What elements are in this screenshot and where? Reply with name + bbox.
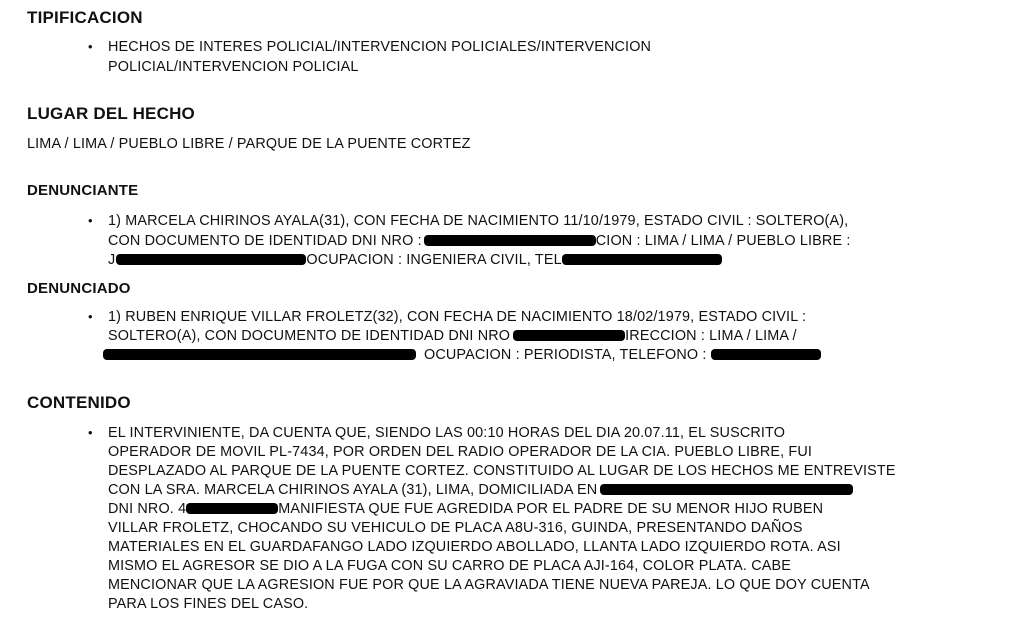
contenido-line-9: MENCIONAR QUE LA AGRESION FUE POR QUE LA AGRAVIADA TIENE NUEVA PAREJA. LO QUE DOY CUENTA xyxy=(108,577,870,593)
section-heading-lugar: LUGAR DEL HECHO xyxy=(27,104,195,123)
denunciado-line-2 xyxy=(108,327,797,345)
denunciante-line-3-end: OCUPACION : INGENIERA CIVIL, TEL xyxy=(306,252,562,268)
tipificacion-line-2: POLICIAL/INTERVENCION POLICIAL xyxy=(108,59,359,75)
redaction-bar xyxy=(103,349,416,360)
redaction-bar xyxy=(513,330,625,341)
section-heading-tipificacion: TIPIFICACION xyxy=(27,8,143,27)
contenido-line-10: PARA LOS FINES DEL CASO. xyxy=(108,596,309,612)
denunciado-line-2-start: SOLTERO(A), CON DOCUMENTO DE IDENTIDAD DNI NRO xyxy=(108,328,511,344)
contenido-line-5 xyxy=(108,500,823,518)
denunciado-line-2-end: IRECCION : LIMA / LIMA / xyxy=(625,328,797,344)
section-heading-denunciado: DENUNCIADO xyxy=(27,280,131,297)
section-heading-denunciante: DENUNCIANTE xyxy=(27,182,139,199)
denunciante-line-2-end: CION : LIMA / LIMA / PUEBLO LIBRE : xyxy=(595,233,851,249)
denunciante-line-3 xyxy=(108,251,722,269)
contenido-line-6: VILLAR FROLETZ, CHOCANDO SU VEHICULO DE PLACA A8U-316, GUINDA, PRESENTANDO DAÑOS xyxy=(108,520,803,536)
redaction-bar xyxy=(424,235,596,246)
contenido-line-1: EL INTERVINIENTE, DA CUENTA QUE, SIENDO LAS 00:10 HORAS DEL DIA 20.07.11, EL SUSCRITO xyxy=(108,425,786,441)
denunciante-line-2-start: CON DOCUMENTO DE IDENTIDAD DNI NRO : xyxy=(108,233,422,249)
section-heading-contenido: CONTENIDO xyxy=(27,393,131,412)
redaction-bar xyxy=(186,503,278,514)
tipificacion-line-1: HECHOS DE INTERES POLICIAL/INTERVENCION POLICIALES/INTERVENCION xyxy=(108,39,652,55)
bullet-contenido: • xyxy=(88,425,93,440)
denunciante-line-2 xyxy=(108,232,851,250)
contenido-line-2: OPERADOR DE MOVIL PL-7434, POR ORDEN DEL RADIO OPERADOR DE LA CIA. PUEBLO LIBRE, FUI xyxy=(108,444,813,460)
bullet-denunciado: • xyxy=(88,309,93,324)
denunciado-line-3-text: OCUPACION : PERIODISTA, TELEFONO : xyxy=(424,347,707,363)
contenido-line-4-text: CON LA SRA. MARCELA CHIRINOS AYALA (31), LIMA, DOMICILIADA EN xyxy=(108,482,598,498)
denunciante-line-3-start: J xyxy=(108,252,116,268)
bullet-denunciante: • xyxy=(88,213,93,228)
contenido-line-5-start: DNI NRO. 4 xyxy=(108,501,187,517)
contenido-line-7: MATERIALES EN EL GUARDAFANGO LADO IZQUIERDO ABOLLADO, LLANTA LADO IZQUIERDO ROTA. ASI xyxy=(108,539,841,555)
denunciado-line-3 xyxy=(103,346,821,364)
bullet-tipificacion: • xyxy=(88,39,93,54)
contenido-line-5-end: MANIFIESTA QUE FUE AGREDIDA POR EL PADRE DE SU MENOR HIJO RUBEN xyxy=(278,501,824,517)
redaction-bar xyxy=(562,254,722,265)
contenido-line-8: MISMO EL AGRESOR SE DIO A LA FUGA CON SU CARRO DE PLACA AJI-164, COLOR PLATA. CABE xyxy=(108,558,791,574)
denunciante-line-1: 1) MARCELA CHIRINOS AYALA(31), CON FECHA DE NACIMIENTO 11/10/1979, ESTADO CIVIL : SOLTERO(A), xyxy=(108,213,849,229)
contenido-line-4 xyxy=(108,481,853,499)
redaction-bar xyxy=(116,254,306,265)
lugar-text: LIMA / LIMA / PUEBLO LIBRE / PARQUE DE LA PUENTE CORTEZ xyxy=(27,136,471,152)
denunciado-line-1: 1) RUBEN ENRIQUE VILLAR FROLETZ(32), CON FECHA DE NACIMIENTO 18/02/1979, ESTADO CIVIL : xyxy=(108,309,807,325)
redaction-bar xyxy=(711,349,821,360)
contenido-line-3: DESPLAZADO AL PARQUE DE LA PUENTE CORTEZ. CONSTITUIDO AL LUGAR DE LOS HECHOS ME ENTREVISTE xyxy=(108,463,896,479)
redaction-bar xyxy=(600,484,853,495)
